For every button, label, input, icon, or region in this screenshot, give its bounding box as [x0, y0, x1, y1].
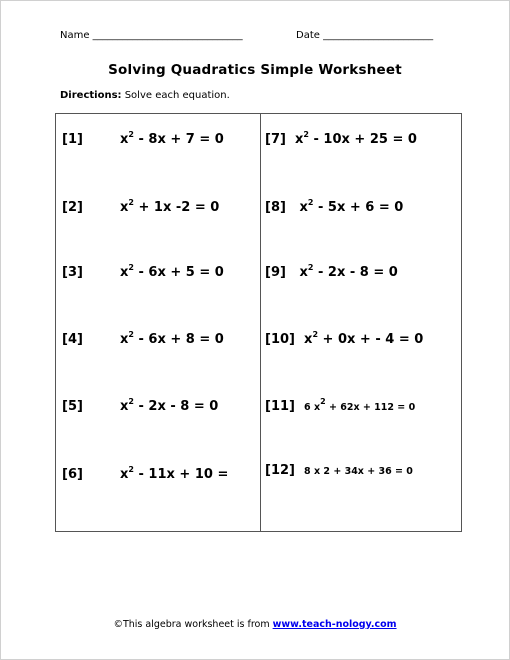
problem-number: [1]	[62, 132, 83, 147]
equation-rest: - 6x + 8 = 0	[133, 332, 224, 347]
equation-term: 6 x	[304, 402, 321, 413]
equation-term: x	[120, 467, 129, 482]
date-field-line: Date ______________________	[296, 30, 434, 41]
problem-number: [2]	[62, 200, 83, 215]
problem-grid	[55, 113, 462, 532]
problem-number: [4]	[62, 332, 83, 347]
problem-3	[62, 265, 224, 280]
exponent: 2	[128, 198, 134, 207]
problem-1	[62, 132, 224, 147]
equation-term: x	[120, 132, 129, 147]
exponent: 2	[128, 263, 134, 272]
equation-rest: - 2x - 8 = 0	[313, 265, 398, 280]
problem-4	[62, 332, 224, 347]
problem-9	[265, 265, 398, 280]
worksheet-title: Solving Quadratics Simple Worksheet	[108, 62, 402, 78]
equation-term: x	[304, 332, 313, 347]
problem-2	[62, 200, 219, 215]
exponent: 2	[128, 397, 134, 406]
equation-rest: - 8x + 7 = 0	[133, 132, 224, 147]
equation-term: x	[120, 265, 129, 280]
name-field-line: Name ______________________________	[60, 30, 243, 41]
exponent: 2	[128, 465, 134, 474]
equation-term: x	[120, 332, 129, 347]
problem-10	[265, 332, 423, 347]
exponent: 2	[303, 130, 309, 139]
footer-text: ©This algebra worksheet is from	[113, 619, 273, 630]
equation-term: x	[299, 265, 308, 280]
equation-term: x	[295, 132, 304, 147]
equation-term: x	[120, 399, 129, 414]
equation-rest: - 10x + 25 = 0	[308, 132, 417, 147]
directions-text: Solve each equation.	[121, 90, 230, 101]
equation-rest: + 1x -2 = 0	[133, 200, 220, 215]
problem-12	[265, 463, 413, 478]
footer	[0, 619, 510, 630]
exponent: 2	[128, 130, 134, 139]
equation-term: x	[299, 200, 308, 215]
directions	[60, 90, 230, 101]
equation-rest: - 2x - 8 = 0	[133, 399, 219, 414]
equation-term: 8 x 2 + 34x + 36 = 0	[304, 466, 413, 477]
equation-rest: + 62x + 112 = 0	[325, 402, 416, 413]
problem-5	[62, 399, 218, 414]
problem-number: [8]	[265, 200, 286, 215]
problem-11	[265, 399, 415, 414]
problem-number: [5]	[62, 399, 83, 414]
problem-number: [7]	[265, 132, 286, 147]
problem-number: [10]	[265, 332, 295, 347]
problem-number: [11]	[265, 399, 295, 414]
equation-rest: + 0x + - 4 = 0	[318, 332, 424, 347]
equation-rest: - 5x + 6 = 0	[313, 200, 404, 215]
problem-number: [6]	[62, 467, 83, 482]
column-divider	[260, 114, 261, 531]
exponent: 2	[307, 263, 314, 272]
problem-number: [3]	[62, 265, 83, 280]
problem-6	[62, 467, 228, 482]
problem-8	[265, 200, 403, 215]
teach-nology-link[interactable]: www.teach-nology.com	[272, 619, 397, 630]
problem-number: [12]	[265, 463, 295, 478]
directions-label: Directions:	[60, 90, 122, 101]
equation-term: x	[120, 200, 129, 215]
problem-number: [9]	[265, 265, 286, 280]
equation-rest: - 6x + 5 = 0	[133, 265, 224, 280]
exponent: 2	[320, 397, 326, 406]
equation-rest: - 11x + 10 =	[133, 467, 229, 482]
problem-7	[265, 132, 417, 147]
exponent: 2	[307, 198, 314, 207]
exponent: 2	[128, 330, 134, 339]
exponent: 2	[312, 330, 319, 339]
